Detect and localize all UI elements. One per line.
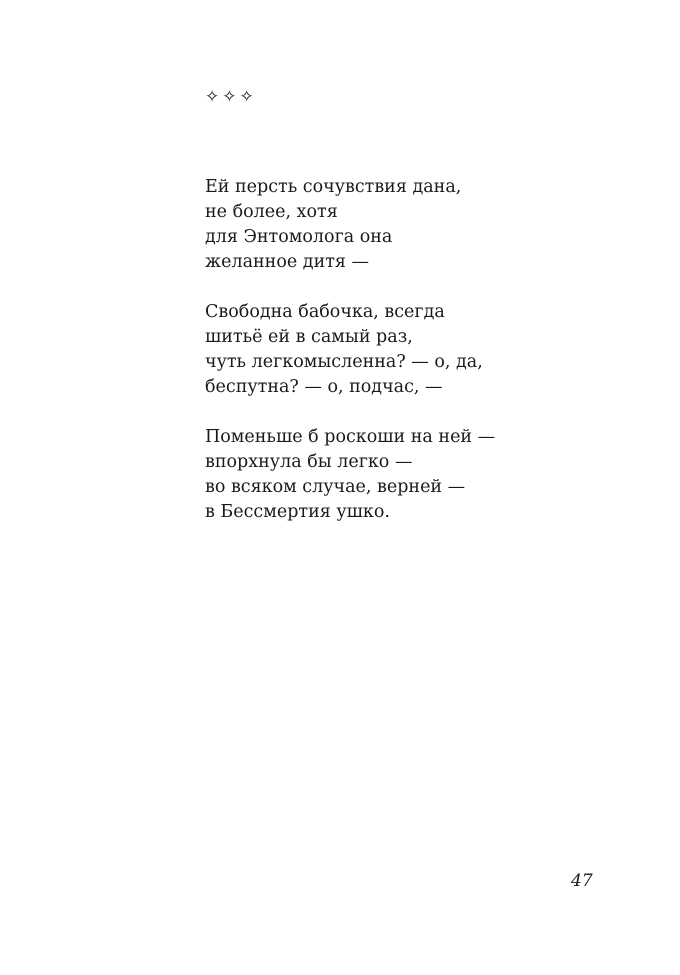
poem-line: во всяком случае, верней —	[205, 477, 466, 497]
poem-line: для Энтомолога она	[205, 227, 393, 247]
poem-line: не более, хотя	[205, 202, 338, 222]
section-ornament: ✧✧✧	[205, 87, 257, 107]
poem-line: чуть легкомысленна? — о, да,	[205, 352, 483, 372]
poem-line: Ей персть сочувствия дана,	[205, 177, 462, 197]
poem-line: Свободна бабочка, всегда	[205, 302, 445, 322]
stanza-3	[205, 425, 565, 525]
poem-line: впорхнула бы легко —	[205, 452, 413, 472]
poem-line: беспутна? — о, подчас, —	[205, 377, 443, 397]
poem-line: Поменьше б роскоши на ней —	[205, 427, 496, 447]
poem-line: шитьё ей в самый раз,	[205, 327, 413, 347]
poem-line: желанное дитя —	[205, 252, 370, 272]
stanza-1	[205, 175, 565, 275]
stanza-2	[205, 300, 565, 400]
poem-line: в Бессмертия ушко.	[205, 502, 390, 522]
poem	[205, 175, 565, 550]
page-number: 47	[571, 871, 593, 891]
